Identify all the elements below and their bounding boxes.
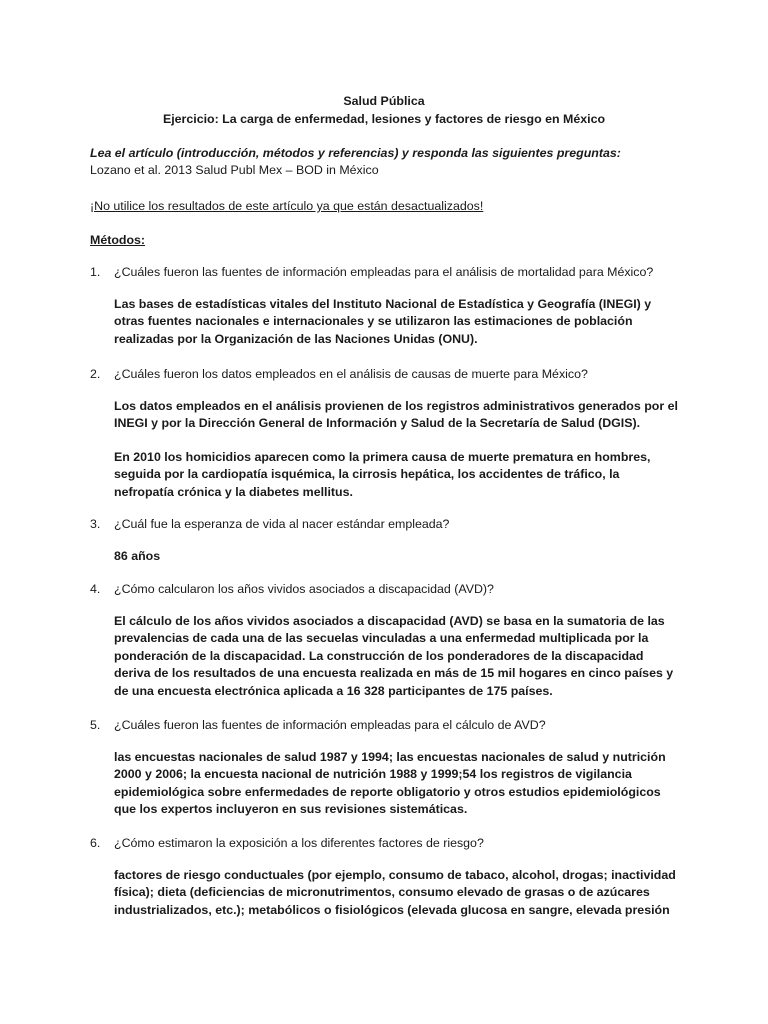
question-number: 6. [90,836,101,850]
warning-text: ¡No utilice los resultados de este artículo ya que están desactualizados! [90,199,484,213]
question-number: 5. [90,718,101,732]
question-text: ¿Cuáles fueron las fuentes de información empleadas para el cálculo de AVD? [114,718,546,732]
question-text: ¿Cómo estimaron la exposición a los diferentes factores de riesgo? [114,836,484,850]
question-number: 2. [90,367,101,381]
question-text: ¿Cómo calcularon los años vividos asociados a discapacidad (AVD)? [114,582,494,596]
document-title: Salud Pública [343,94,425,108]
question-number: 1. [90,265,101,279]
document-subtitle: Ejercicio: La carga de enfermedad, lesiones y factores de riesgo en México [162,112,606,126]
answer-text: Los datos empleados en el análisis provienen de los registros administrativos generados por el INEGI y por la Dirección General de Información y Salud de la Secretaría de Salud (DGIS). [114,399,678,431]
question-number: 3. [90,517,101,531]
citation-text: Lozano et al. 2013 Salud Publ Mex – BOD in México [90,163,379,177]
question-text: ¿Cuál fue la esperanza de vida al nacer estándar empleada? [114,517,450,531]
answer-text: En 2010 los homicidios aparecen como la primera causa de muerte prematura en hombres, seguida por la cardiopatía isquémica, la cirrosis hepática, los accidentes de tráfico, la nefropatía crónica y la diabetes mellitus. [114,450,651,499]
instruction-text: Lea el artículo (introducción, métodos y referencias) y responda las siguientes preguntas: [90,146,621,160]
answer-text: las encuestas nacionales de salud 1987 y 1994; las encuestas nacionales de salud y nutrición 2000 y 2006; la encuesta nacional de nutrición 1988 y 1999;54 los registros de vigilancia epidemiológica sobre enfermedades de reporte obligatorio y otros estudios epidemiológicos que los expertos incluyeron en sus revisiones sistemáticas. [114,750,666,817]
answer-text: factores de riesgo conductuales (por ejemplo, consumo de tabaco, alcohol, drogas; inactividad física); dieta (deficiencias de micronutrimentos, consumo elevado de grasas o de azúcares industrializados, etc.); metabólicos o fisiológicos (elevada glucosa en sangre, elevada presión [114,868,676,917]
answer-text: Las bases de estadísticas vitales del Instituto Nacional de Estadística y Geografía (INEGI) y otras fuentes nacionales e internacionales y se utilizaron las estimaciones de población realizadas por la Organización de las Naciones Unidas (ONU). [114,297,652,346]
answer-text: El cálculo de los años vividos asociados a discapacidad (AVD) se basa en la sumatoria de las prevalencias de cada una de las secuelas vinculadas a una enfermedad multiplicada por la ponderación de la discapacidad. La construcción de los ponderadores de la discapacidad deriva de los resultados de una encuesta realizada en más de 15 mil hogares en cinco países y de una encuesta electrónica aplicada a 16 328 participantes de 175 países. [114,614,674,698]
question-number: 4. [90,582,101,596]
answer-text: 86 años [114,549,161,563]
question-text: ¿Cuáles fueron los datos empleados en el análisis de causas de muerte para México? [114,367,588,381]
section-heading: Métodos: [90,233,146,247]
question-text: ¿Cuáles fueron las fuentes de información empleadas para el análisis de mortalidad para México? [114,265,654,279]
